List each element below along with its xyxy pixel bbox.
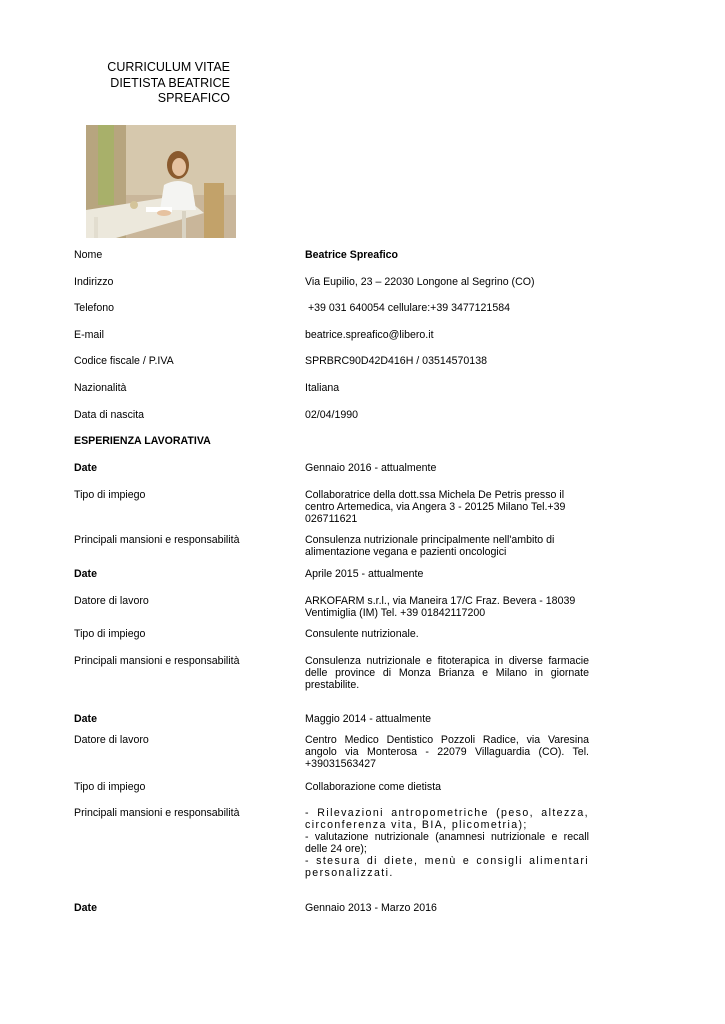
row-value: SPRBRC90D42D416H / 03514570138 [305, 355, 487, 367]
row-value: Collaboratrice della dott.ssa Michela De Petris presso il centro Artemedica, via Angera 3 - 20125 Milano Tel.+39 026711621 [305, 489, 566, 525]
row-value: Beatrice Spreafico [305, 249, 399, 261]
email-link[interactable]: beatrice.spreafico@libero.it [305, 329, 434, 341]
row-value: Italiana [305, 382, 340, 394]
row-label: Data di nascita [74, 409, 145, 421]
row-value: Consulenza nutrizionale principalmente nell'ambito di alimentazione vegana e pazienti oncologici [305, 534, 555, 558]
profile-photo [86, 125, 236, 238]
row-value: +39 031 640054 cellulare:+39 3477121584 [305, 302, 510, 314]
row-label: Codice fiscale / P.IVA [74, 355, 174, 367]
row-label: Date [74, 462, 97, 474]
row-label: Telefono [74, 302, 115, 314]
row-value: Gennaio 2016 - attualmente [305, 462, 437, 474]
row-label: Nome [74, 249, 103, 261]
duty-item: - stesura di diete, menù e consigli alimentari personalizzati. [305, 855, 589, 879]
row-label: Datore di lavoro [74, 734, 149, 746]
row-value: ARKOFARM s.r.l., via Maneira 17/C Fraz. Bevera - 18039 Ventimiglia (IM) Tel. +39 01842117200 [305, 595, 576, 619]
row-label: Indirizzo [74, 276, 114, 288]
row-value: 02/04/1990 [305, 409, 359, 421]
duty-item: - valutazione nutrizionale (anamnesi nutrizionale e recall delle 24 ore); [305, 831, 589, 855]
row-label: Principali mansioni e responsabilità [74, 534, 240, 546]
duty-item: - Rilevazioni antropometriche (peso, altezza, circonferenza vita, BIA, plicometria); [305, 807, 589, 831]
row-label: Datore di lavoro [74, 595, 149, 607]
row-label: Principali mansioni e responsabilità [74, 655, 240, 667]
row-value: Centro Medico Dentistico Pozzoli Radice, via Varesina angolo via Monterosa - 22079 Villaguardia (CO). Tel. +39031563427 [305, 734, 589, 770]
row-value: Aprile 2015 - attualmente [305, 568, 424, 580]
cv-title-line-3: SPREAFICO [157, 91, 230, 105]
row-label: Nazionalità [74, 382, 127, 394]
section-heading: ESPERIENZA LAVORATIVA [74, 435, 211, 447]
row-label: E-mail [74, 329, 105, 341]
row-label: Date [74, 568, 97, 580]
cv-title-line-1: CURRICULUM VITAE [107, 60, 230, 74]
duties-list [305, 807, 589, 879]
row-label: Date [74, 713, 97, 725]
row-value: Via Eupilio, 23 – 22030 Longone al Segrino (CO) [305, 276, 535, 288]
row-value: Gennaio 2013 - Marzo 2016 [305, 902, 437, 914]
row-label: Principali mansioni e responsabilità [74, 807, 240, 819]
row-value: Consulente nutrizionale. [305, 628, 419, 640]
row-value: Consulenza nutrizionale e fitoterapica in diverse farmacie delle province di Monza Brianza e Milano in giornate prestabilite. [305, 655, 589, 691]
row-label: Tipo di impiego [74, 781, 146, 793]
row-label: Tipo di impiego [74, 628, 146, 640]
cv-title-line-2: DIETISTA BEATRICE [110, 75, 230, 90]
row-value: Maggio 2014 - attualmente [305, 713, 432, 725]
row-label: Tipo di impiego [74, 489, 146, 501]
row-label: Date [74, 902, 97, 914]
row-value: Collaborazione come dietista [305, 781, 442, 793]
cv-title [80, 60, 230, 107]
